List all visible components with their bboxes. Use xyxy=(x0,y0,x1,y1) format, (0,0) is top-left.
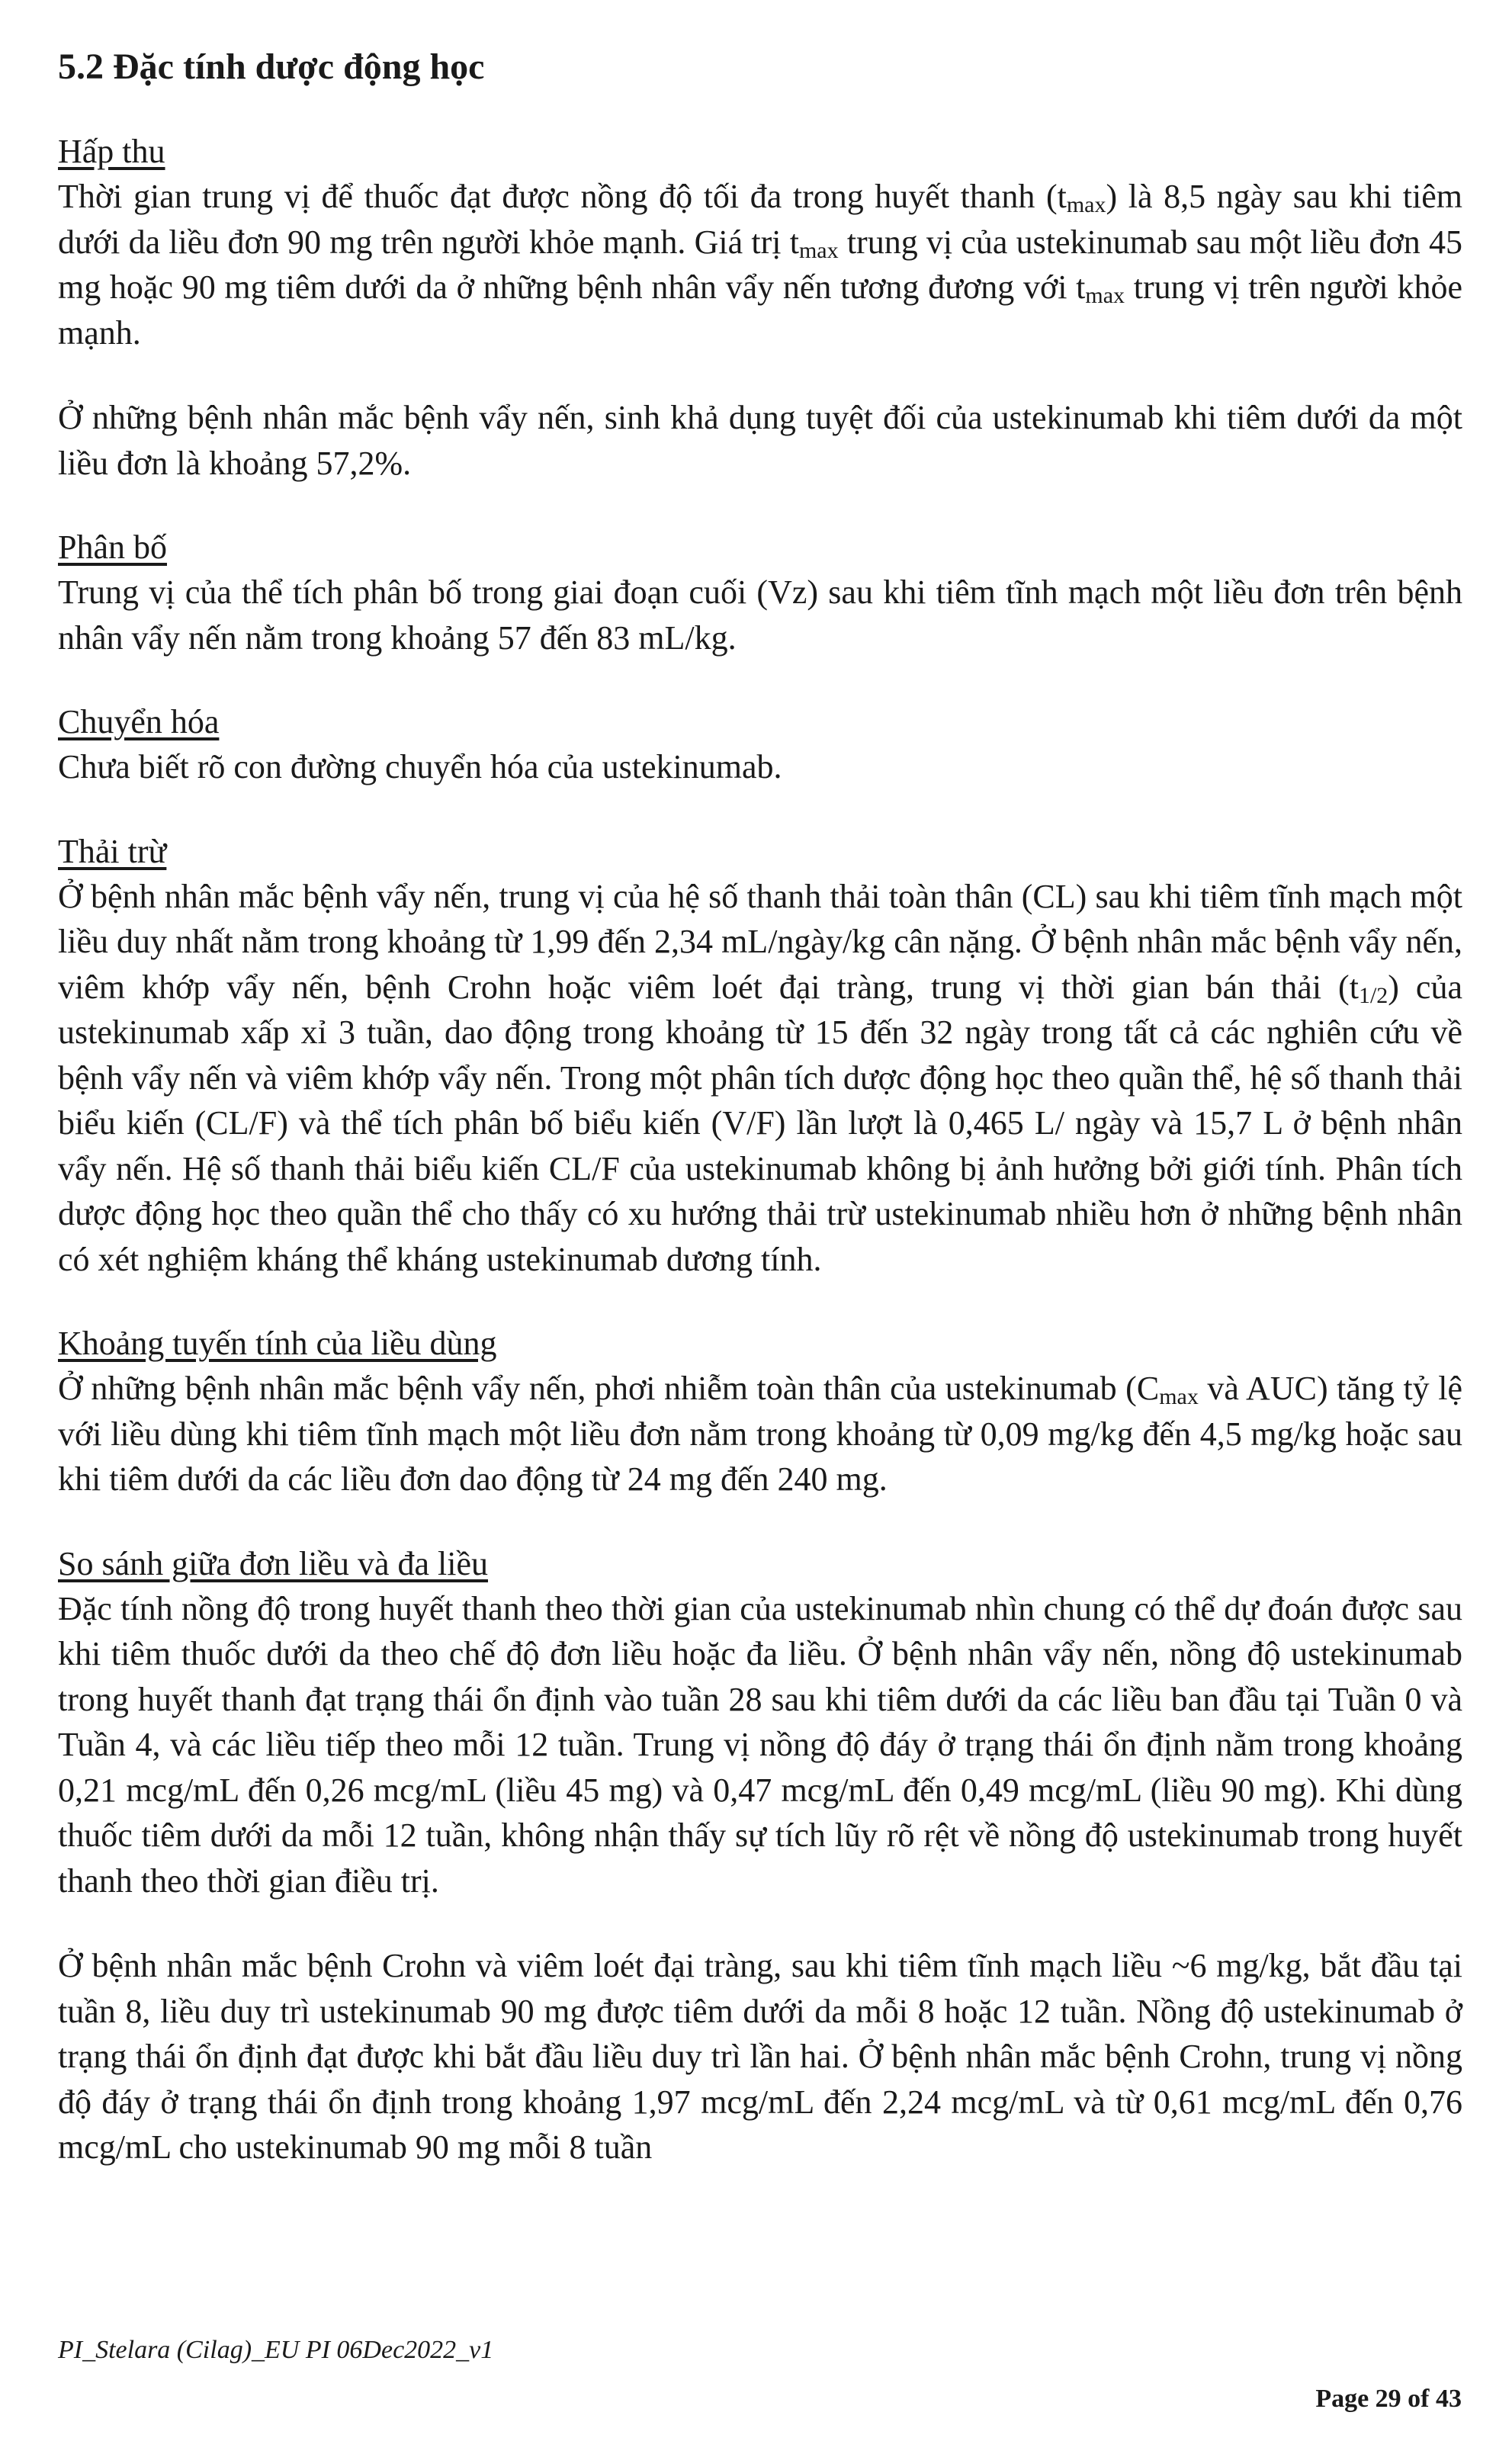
absorption-paragraph-2: Ở những bệnh nhân mắc bệnh vẩy nến, sinh khả dụng tuyệt đối của ustekinumab khi tiêm dưới da một liều đơn là khoảng 57,2%. xyxy=(58,399,1462,482)
distribution-heading: Phân bố xyxy=(58,528,167,566)
subscript: max xyxy=(1066,192,1106,217)
elimination-paragraph xyxy=(58,874,1462,1283)
comparison-paragraph-2: Ở bệnh nhân mắc bệnh Crohn và viêm loét đại tràng, sau khi tiêm tĩnh mạch liều ~6 mg/kg, bắt đầu tại tuần 8, liều duy trì ustekinumab 90 mg được tiêm dưới da mỗi 8 hoặc 12 tuần. Nồng độ ustekinumab ở trạng thái ổn định đạt được khi bắt đầu liều duy trì lần hai. Ở bệnh nhân mắc bệnh Crohn, trung vị nồng độ đáy ở trạng thái ổn định trong khoảng 1,97 mcg/mL đến 2,24 mcg/mL và từ 0,61 mcg/mL đến 0,76 mcg/mL cho ustekinumab 90 mg mỗi 8 tuần xyxy=(58,1947,1462,2166)
distribution-section xyxy=(58,525,1462,660)
linearity-paragraph xyxy=(58,1366,1462,1502)
absorption-section xyxy=(58,130,1462,486)
metabolism-paragraph: Chưa biết rõ con đường chuyển hóa của ustekinumab. xyxy=(58,748,782,785)
text-run: trung vị trên người khỏe mạnh. xyxy=(58,268,1462,352)
text-run: ) của ustekinumab xấp xỉ 3 tuần, dao động trong khoảng từ 15 đến 32 ngày trong tất cả các nghiên cứu về bệnh vẩy nến và viêm khớp vẩy nến. Trong một phân tích dược động học theo quần thể, hệ số thanh thải biểu kiến (CL/F) và thể tích phân bố biểu kiến (V/F) lần lượt là 0,465 L/ ngày và 15,7 L ở bệnh nhân vẩy nến. Hệ số thanh thải biểu kiến CL/F của ustekinumab không bị ảnh hưởng bởi giới tính. Phân tích dược động học theo quần thể cho thấy có xu hướng thải trừ ustekinumab nhiều hơn ở những bệnh nhân có xét nghiệm kháng thể kháng ustekinumab dương tính. xyxy=(58,968,1462,1278)
page-content xyxy=(58,44,1462,2170)
comparison-section xyxy=(58,1542,1462,2170)
elimination-section xyxy=(58,830,1462,1283)
distribution-paragraph: Trung vị của thể tích phân bố trong giai đoạn cuối (Vz) sau khi tiêm tĩnh mạch một liều đơn trên bệnh nhân vẩy nến nằm trong khoảng 57 đến 83 mL/kg. xyxy=(58,573,1462,657)
linearity-heading: Khoảng tuyến tính của liều dùng xyxy=(58,1325,497,1362)
metabolism-section xyxy=(58,700,1462,790)
text-run: và AUC) tăng tỷ lệ với liều dùng khi tiêm tĩnh mạch một liều đơn nằm trong khoảng từ 0,09 mg/kg đến 4,5 mg/kg hoặc sau khi tiêm dưới da các liều đơn dao động từ 24 mg đến 240 mg. xyxy=(58,1370,1462,1498)
text-run: trung vị của ustekinumab sau một liều đơn 45 mg hoặc 90 mg tiêm dưới da ở những bệnh nhân vẩy nến tương đương với t xyxy=(58,223,1462,306)
text-run: Ở bệnh nhân mắc bệnh vẩy nến, trung vị của hệ số thanh thải toàn thân (CL) sau khi tiêm tĩnh mạch một liều duy nhất nằm trong khoảng từ 1,99 đến 2,34 mL/ngày/kg cân nặng. Ở bệnh nhân mắc bệnh vẩy nến, viêm khớp vẩy nến, bệnh Crohn hoặc viêm loét đại tràng, trung vị thời gian bán thải (t xyxy=(58,877,1462,1006)
text-run: ) là 8,5 ngày sau khi tiêm dưới da liều đơn 90 mg trên người khỏe mạnh. Giá trị t xyxy=(58,178,1462,261)
absorption-heading: Hấp thu xyxy=(58,133,165,170)
absorption-paragraph-1 xyxy=(58,174,1462,355)
footer-page-number: Page 29 of 43 xyxy=(1315,2385,1462,2413)
section-title: 5.2 Đặc tính dược động học xyxy=(58,47,485,87)
text-run: Thời gian trung vị để thuốc đạt được nồng độ tối đa trong huyết thanh (t xyxy=(58,178,1067,215)
subscript: 1/2 xyxy=(1358,982,1388,1008)
comparison-paragraph-1: Đặc tính nồng độ trong huyết thanh theo thời gian của ustekinumab nhìn chung có thể dự đoán được sau khi tiêm thuốc dưới da theo chế độ đơn liều hoặc đa liều. Ở bệnh nhân vẩy nến, nồng độ ustekinumab trong huyết thanh đạt trạng thái ổn định vào tuần 28 sau khi tiêm dưới da các liều ban đầu tại Tuần 0 và Tuần 4, và các liều tiếp theo mỗi 12 tuần. Trung vị nồng độ đáy ở trạng thái ổn định nằm trong khoảng 0,21 mcg/mL đến 0,26 mcg/mL (liều 45 mg) và 0,47 mcg/mL đến 0,49 mcg/mL (liều 90 mg). Khi dùng thuốc tiêm dưới da mỗi 12 tuần, không nhận thấy sự tích lũy rõ rệt về nồng độ ustekinumab trong huyết thanh theo thời gian điều trị. xyxy=(58,1589,1462,1900)
subscript: max xyxy=(1159,1384,1199,1409)
metabolism-heading: Chuyển hóa xyxy=(58,703,220,740)
subscript: max xyxy=(798,237,839,263)
text-run: Ở những bệnh nhân mắc bệnh vẩy nến, phơi nhiễm toàn thân của ustekinumab (C xyxy=(58,1370,1160,1407)
comparison-heading: So sánh giữa đơn liều và đa liều xyxy=(58,1544,489,1582)
footer-document-id: PI_Stelara (Cilag)_EU PI 06Dec2022_v1 xyxy=(58,2336,494,2364)
linearity-section xyxy=(58,1322,1462,1502)
elimination-heading: Thải trừ xyxy=(58,832,167,870)
subscript: max xyxy=(1085,283,1125,308)
